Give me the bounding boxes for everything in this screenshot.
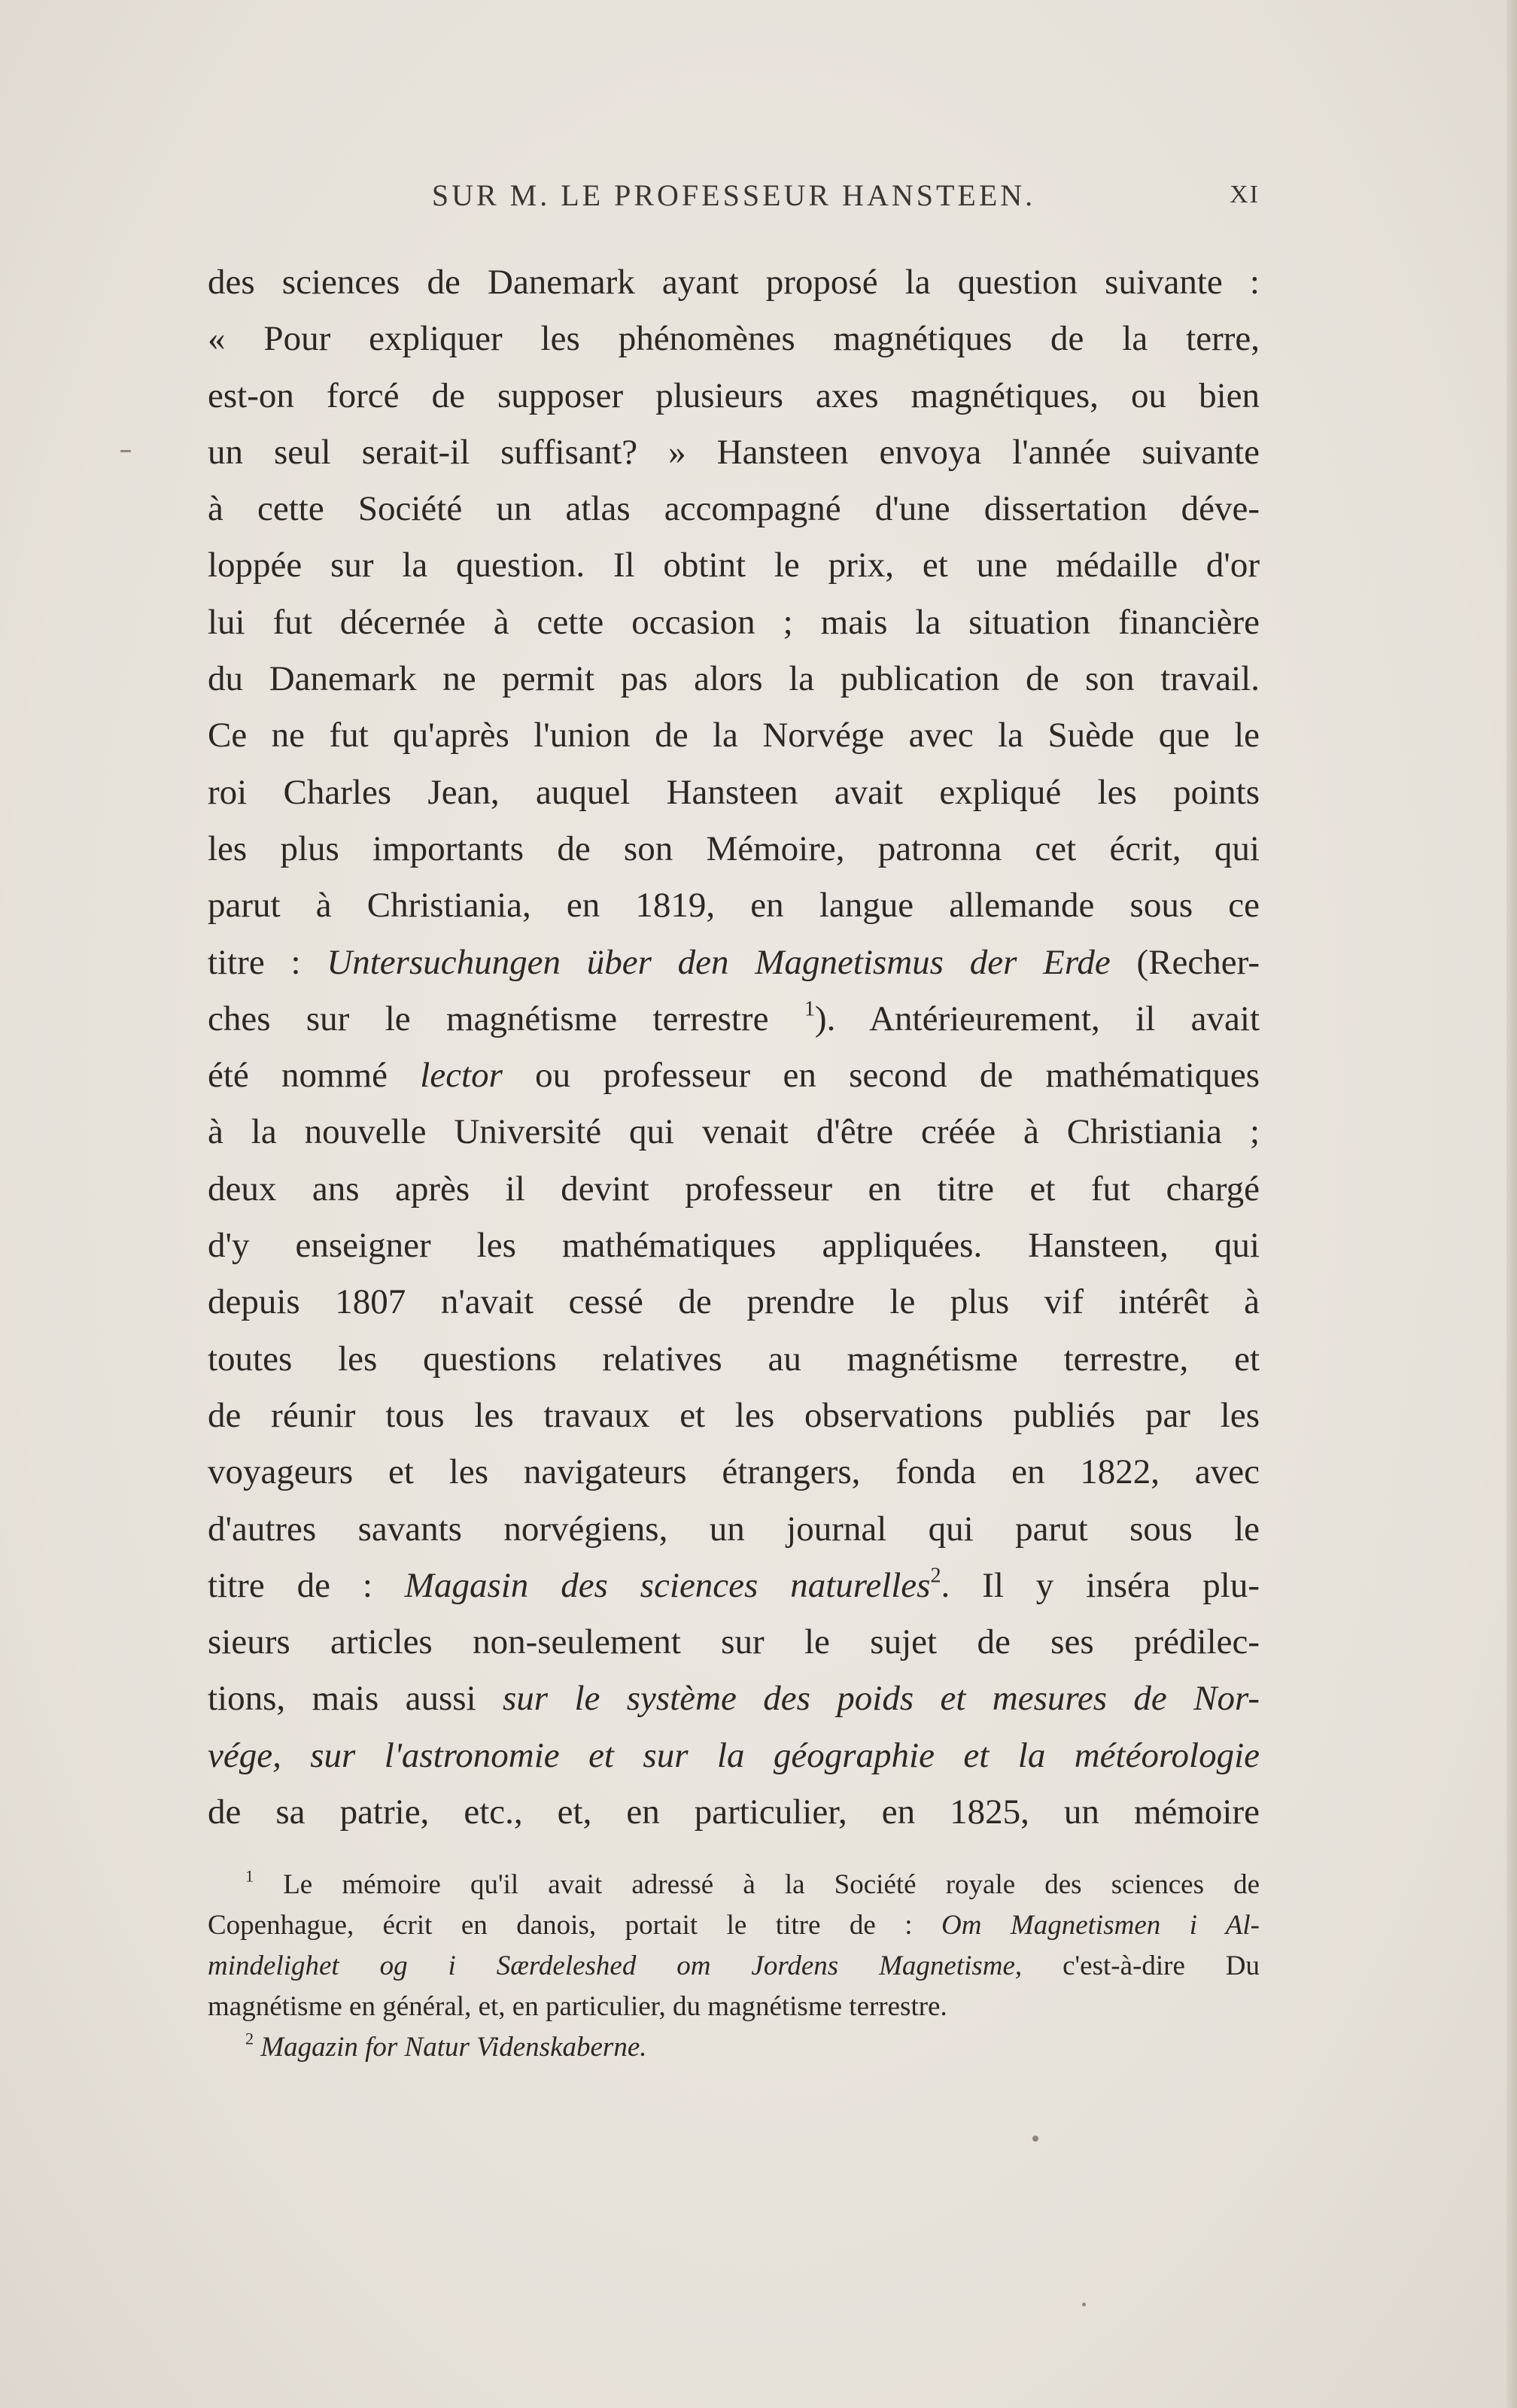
text-line xyxy=(208,1218,1260,1274)
line-text: lui fut décernée à cette occasion ; mais la situation financière xyxy=(208,602,1260,642)
text-run: titre : xyxy=(208,942,327,982)
text-line xyxy=(208,1104,1260,1160)
line-text xyxy=(208,1671,1260,1727)
text-run: . Il y inséra plu- xyxy=(941,1565,1260,1605)
text-line xyxy=(208,1558,1260,1614)
line-text xyxy=(208,991,1260,1047)
footnote-ref: 2 xyxy=(930,1564,941,1588)
line-text xyxy=(245,2027,647,2068)
line-text: deux ans après il devint professeur en titre et fut chargé xyxy=(208,1169,1260,1209)
text-line xyxy=(208,651,1260,707)
text-line xyxy=(208,1331,1260,1388)
text-line xyxy=(208,1728,1260,1784)
line-text: est-on forcé de supposer plusieurs axes magnétiques, ou bien xyxy=(208,375,1260,415)
line-text: roi Charles Jean, auquel Hansteen avait expliqué les points xyxy=(208,772,1260,812)
page-number: XI xyxy=(1230,181,1260,208)
line-text xyxy=(208,1558,1260,1614)
footnotes xyxy=(208,1865,1260,2068)
paper-speck xyxy=(1082,2303,1086,2306)
line-text xyxy=(245,1865,1260,1905)
line-text: à cette Société un atlas accompagné d'une dissertation déve- xyxy=(208,489,1260,529)
text-line xyxy=(208,1671,1260,1727)
italic-title: mindelighet og i Særdeleshed om Jordens Magnetisme, xyxy=(208,1950,1023,1981)
footnote-line xyxy=(208,1905,1260,1946)
line-text: vége, sur l'astronomie et sur la géographie et la météorologie xyxy=(208,1735,1260,1775)
text-run: ). Antérieurement, il avait xyxy=(814,999,1260,1038)
running-header xyxy=(208,178,1260,223)
text-line xyxy=(208,1047,1260,1104)
text-line xyxy=(208,1161,1260,1218)
line-text: à la nouvelle Université qui venait d'être créée à Christiania ; xyxy=(208,1112,1260,1152)
body-text xyxy=(208,254,1260,1841)
text-run: ches sur le magnétisme terrestre xyxy=(208,999,804,1038)
line-text: magnétisme en général, et, en particulier, du magnétisme terrestre. xyxy=(208,1991,947,2022)
paper-speck xyxy=(1032,2136,1038,2142)
text-line xyxy=(208,1388,1260,1444)
footnote-ref: 1 xyxy=(804,997,815,1021)
line-text xyxy=(208,935,1260,991)
line-text: du Danemark ne permit pas alors la publication de son travail. xyxy=(208,659,1260,699)
line-text: sieurs articles non-seulement sur le sujet de ses prédilec- xyxy=(208,1622,1260,1662)
footnote-1 xyxy=(208,1865,1260,1905)
text-line xyxy=(208,765,1260,821)
text-line xyxy=(208,1501,1260,1558)
text-line xyxy=(208,1274,1260,1330)
line-text: de réunir tous les travaux et les observations publiés par les xyxy=(208,1395,1260,1435)
line-text xyxy=(208,1905,1260,1946)
text-line xyxy=(208,1444,1260,1500)
footnote-marker: 2 xyxy=(245,2029,254,2048)
footnote-line xyxy=(208,1987,1260,2027)
text-run: Copenhague, écrit en danois, portait le titre de : xyxy=(208,1910,941,1941)
italic-title: Magazin for Natur Videnskaberne. xyxy=(260,2032,647,2063)
text-line xyxy=(208,707,1260,764)
line-text: des sciences de Danemark ayant proposé la question suivante : xyxy=(208,263,1260,302)
footnote-line xyxy=(208,1946,1260,1987)
text-line xyxy=(208,368,1260,424)
line-text: « Pour expliquer les phénomènes magnétiques de la terre, xyxy=(208,319,1260,359)
text-line xyxy=(208,594,1260,651)
text-run: été nommé xyxy=(208,1056,421,1096)
text-line xyxy=(208,991,1260,1047)
text-line xyxy=(208,935,1260,991)
text-line xyxy=(208,1614,1260,1671)
line-text: Ce ne fut qu'après l'union de la Norvége avec la Suède que le xyxy=(208,716,1260,756)
line-text: les plus importants de son Mémoire, patronna cet écrit, qui xyxy=(208,829,1260,868)
italic-title: Untersuchungen über den Magnetismus der Erde xyxy=(327,942,1111,982)
text-line xyxy=(208,311,1260,367)
line-text: d'autres savants norvégiens, un journal qui parut sous le xyxy=(208,1509,1260,1549)
footnote-marker: 1 xyxy=(245,1866,254,1886)
italic-title: Magasin des sciences naturelles xyxy=(404,1565,931,1605)
line-text xyxy=(208,1946,1260,1987)
line-text: un seul serait-il suffisant? » Hansteen envoya l'année suivante xyxy=(208,432,1260,472)
line-text: de sa patrie, etc., et, en particulier, en 1825, un mémoire xyxy=(208,1792,1260,1832)
text-line xyxy=(208,254,1260,311)
line-text: toutes les questions relatives au magnétisme terrestre, et xyxy=(208,1339,1260,1379)
text-run: ou professeur en second de mathématiques xyxy=(502,1056,1260,1096)
line-text: d'y enseigner les mathématiques appliquées. Hansteen, qui xyxy=(208,1226,1260,1266)
footnote-2 xyxy=(208,2027,1260,2068)
text-line xyxy=(208,481,1260,537)
line-text: parut à Christiania, en 1819, en langue allemande sous ce xyxy=(208,886,1260,926)
text-line xyxy=(208,821,1260,877)
text-run: (Recher- xyxy=(1110,942,1260,982)
line-text: voyageurs et les navigateurs étrangers, fonda en 1822, avec xyxy=(208,1452,1260,1492)
text-line xyxy=(208,424,1260,481)
page-edge xyxy=(1506,0,1517,2408)
italic-title: Om Magnetismen i Al- xyxy=(941,1910,1260,1941)
text-run: titre de : xyxy=(208,1565,405,1605)
italic-word: lector xyxy=(420,1056,503,1096)
running-title: SUR M. LE PROFESSEUR HANSTEEN. xyxy=(431,178,1036,212)
line-text xyxy=(208,1047,1260,1104)
line-text: loppée sur la question. Il obtint le prix, et une médaille d'or xyxy=(208,546,1260,585)
text-run: c'est-à-dire Du xyxy=(1022,1950,1260,1981)
text-run: tions, mais aussi xyxy=(208,1679,503,1719)
paper-speck xyxy=(120,450,131,452)
text-run: Le mémoire qu'il avait adressé à la Société royale des sciences de xyxy=(254,1869,1260,1900)
text-line xyxy=(208,877,1260,934)
italic-phrase: sur le système des poids et mesures de Nor- xyxy=(503,1679,1260,1719)
text-line xyxy=(208,1784,1260,1841)
text-line xyxy=(208,537,1260,594)
line-text: depuis 1807 n'avait cessé de prendre le plus vif intérêt à xyxy=(208,1282,1260,1322)
